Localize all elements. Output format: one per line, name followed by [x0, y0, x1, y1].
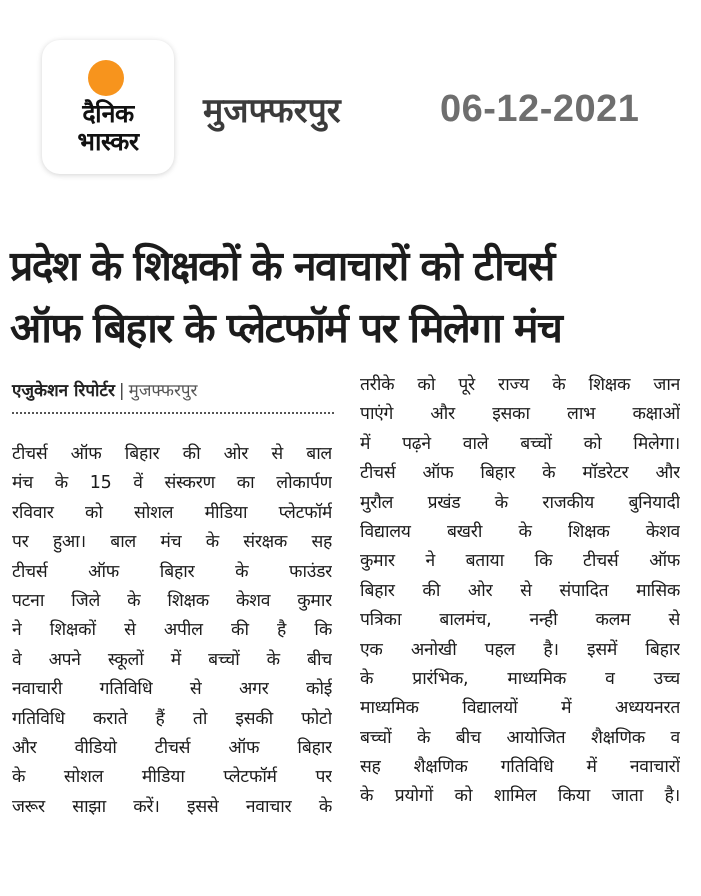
headline-line-1: प्रदेश के शिक्षकों के नवाचारों को टीचर्स — [10, 242, 554, 290]
text-line: पटना जिले के शिक्षक केशव कुमार — [12, 590, 332, 611]
edition-city: मुजफ्फरपुर — [203, 91, 341, 131]
headline-line-2: ऑफ बिहार के प्लेटफॉर्म पर मिलेगा मंच — [10, 304, 562, 352]
text-line: बिहार की ओर से संपादित मासिक — [360, 580, 680, 601]
text-line: रविवार को सोशल मीडिया प्लेटफॉर्म — [12, 502, 332, 523]
text-line: गतिविधि कराते हैं तो इसकी फोटो — [12, 708, 332, 729]
byline-author: एजुकेशन रिपोर्टर — [12, 381, 115, 401]
text-line: और वीडियो टीचर्स ऑफ बिहार — [12, 737, 332, 758]
text-line: के प्रारंभिक, माध्यमिक व उच्च — [360, 668, 680, 689]
article-column-right — [360, 371, 680, 812]
text-line: पर हुआ। बाल मंच के संरक्षक सह — [12, 532, 332, 553]
article-column-left — [12, 440, 332, 822]
text-line: वे अपने स्कूलों में बच्चों के बीच — [12, 649, 332, 670]
text-line: पाएंगे और इसका लाभ कक्षाओं — [360, 404, 680, 425]
byline-separator: | — [118, 381, 125, 401]
byline — [12, 378, 332, 401]
logo-text-line2: भास्कर — [77, 127, 139, 156]
text-line: सह शैक्षणिक गतिविधि में नवाचारों — [360, 757, 680, 778]
text-line: जरूर साझा करें। इससे नवाचार के — [12, 796, 332, 817]
text-line: बच्चों के बीच आयोजित शैक्षणिक व — [360, 727, 680, 748]
text-line: टीचर्स ऑफ बिहार के फाउंडर — [12, 561, 332, 582]
logo-text-line1: दैनिक — [82, 99, 134, 128]
text-line: टीचर्स ऑफ बिहार के मॉडरेटर और — [360, 463, 680, 484]
text-line: माध्यमिक विद्यालयों में अध्ययनरत — [360, 698, 680, 719]
text-line: टीचर्स ऑफ बिहार की ओर से बाल — [12, 444, 332, 464]
sun-logo-icon — [88, 60, 124, 96]
byline-divider — [12, 412, 334, 414]
text-line: के सोशल मीडिया प्लेटफॉर्म पर — [12, 767, 332, 788]
text-line: मुरौल प्रखंड के राजकीय बुनियादी — [360, 492, 680, 513]
text-line: विद्यालय बखरी के शिक्षक केशव — [360, 521, 680, 542]
text-line: ने शिक्षकों से अपील की है कि — [12, 620, 332, 641]
text-line: मंच के 15 वें संस्करण का लोकार्पण — [12, 473, 332, 494]
text-line: में पढ़ने वाले बच्चों को मिलेगा। — [360, 433, 680, 454]
text-line: एक अनोखी पहल है। इसमें बिहार — [360, 639, 680, 660]
edition-date: 06-12-2021 — [440, 88, 640, 130]
text-line: पत्रिका बालमंच, नन्ही कलम से — [360, 610, 680, 631]
text-line: के प्रयोगों को शामिल किया जाता है। — [360, 786, 680, 807]
text-line: नवाचारी गतिविधि से अगर कोई — [12, 679, 332, 700]
byline-place: मुजफ्फरपुर — [128, 381, 198, 401]
text-line: कुमार ने बताया कि टीचर्स ऑफ — [360, 551, 680, 572]
text-line: तरीके को पूरे राज्य के शिक्षक जान — [360, 375, 680, 395]
